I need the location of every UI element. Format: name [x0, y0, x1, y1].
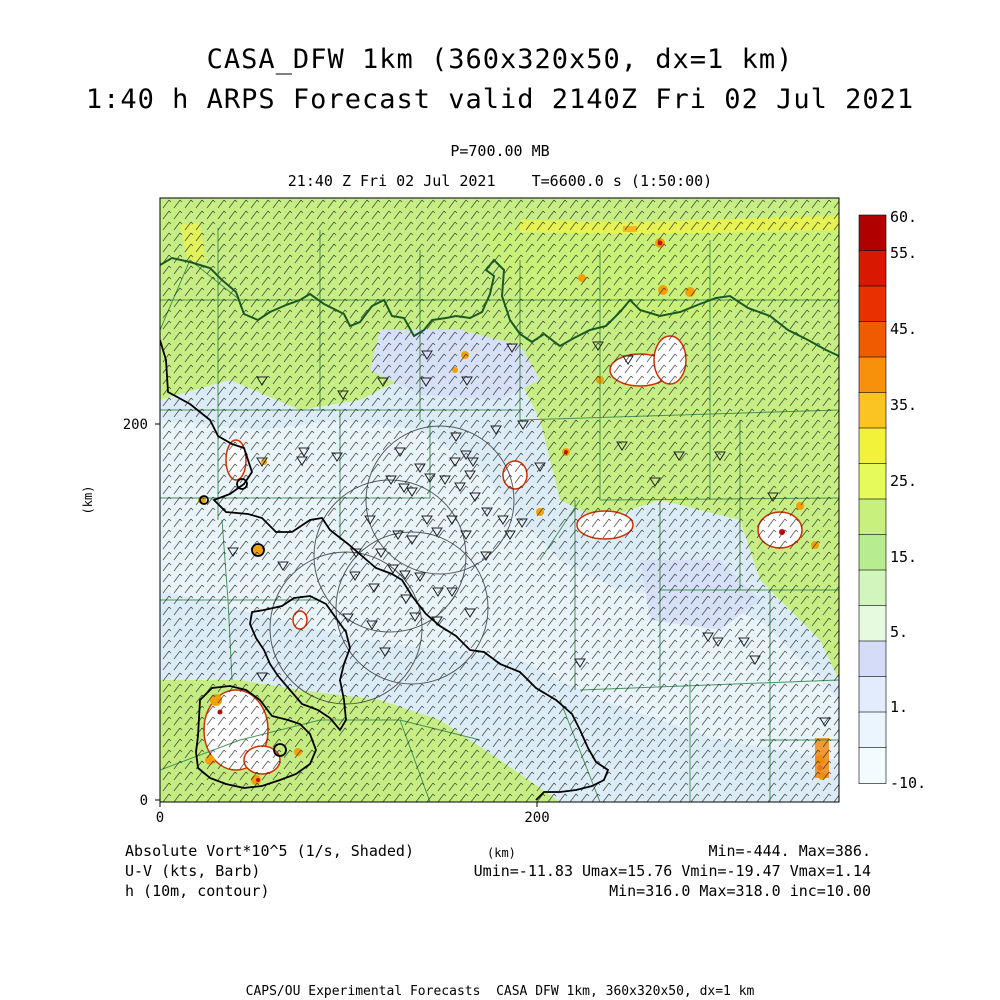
- x-tick-0: 0: [155, 810, 165, 826]
- colorbar: [859, 215, 886, 784]
- legend-stats-vorticity: Min=-444. Max=386.: [708, 842, 871, 860]
- colorbar-swatch: [859, 606, 886, 642]
- legend-field-vorticity: Absolute Vort*10^5 (1/s, Shaded): [125, 842, 414, 860]
- colorbar-labels: [890, 208, 926, 792]
- colorbar-swatch: [859, 712, 886, 748]
- y-tick-0: 0: [139, 793, 148, 809]
- x-axis-label: (km): [487, 846, 516, 860]
- colorbar-label: 45.: [890, 320, 918, 338]
- colorbar-label: 25.: [890, 472, 918, 490]
- colorbar-swatch: [859, 251, 886, 287]
- colorbar-label: 15.: [890, 548, 918, 566]
- valid-time-label: 21:40 Z Fri 02 Jul 2021 T=6600.0 s (1:50:00): [287, 172, 713, 190]
- colorbar-swatch: [859, 535, 886, 571]
- legend-stats-wind: Umin=-11.83 Umax=15.76 Vmin=-19.47 Vmax=1.14: [473, 862, 871, 880]
- colorbar-label: 1.: [890, 698, 909, 716]
- colorbar-swatch: [859, 748, 886, 784]
- colorbar-swatch: [859, 286, 886, 322]
- pressure-level-label: P=700.00 MB: [450, 142, 550, 160]
- colorbar-swatch: [859, 322, 886, 358]
- y-tick-200: 200: [122, 417, 148, 433]
- colorbar-label: 35.: [890, 396, 918, 414]
- credit-line: CAPS/OU Experimental Forecasts CASA DFW 1km, 360x320x50, dx=1 km: [245, 984, 755, 999]
- colorbar-swatch: [859, 641, 886, 677]
- colorbar-swatch: [859, 464, 886, 500]
- legend-stats-height: Min=316.0 Max=318.0 inc=10.00: [609, 882, 871, 900]
- colorbar-swatch: [859, 570, 886, 606]
- colorbar-label: 60.: [890, 208, 918, 226]
- colorbar-label: 55.: [890, 244, 918, 262]
- x-tick-200: 200: [524, 810, 550, 826]
- colorbar-swatch: [859, 499, 886, 535]
- legend-field-wind: U-V (kts, Barb): [125, 862, 261, 880]
- legend-field-height: h (10m, contour): [125, 882, 270, 900]
- colorbar-label: 5.: [890, 623, 909, 641]
- colorbar-swatch: [859, 428, 886, 464]
- map-plot-area: [160, 198, 842, 802]
- colorbar-swatch: [859, 393, 886, 429]
- title-line-2: 1:40 h ARPS Forecast valid 2140Z Fri 02 Jul 2021: [85, 84, 915, 115]
- y-axis-label: (km): [81, 485, 95, 515]
- colorbar-label: -10.: [890, 774, 927, 792]
- title-line-1: CASA_DFW 1km (360x320x50, dx=1 km): [206, 44, 794, 75]
- colorbar-swatch: [859, 357, 886, 393]
- colorbar-swatch: [859, 215, 886, 251]
- colorbar-swatch: [859, 677, 886, 713]
